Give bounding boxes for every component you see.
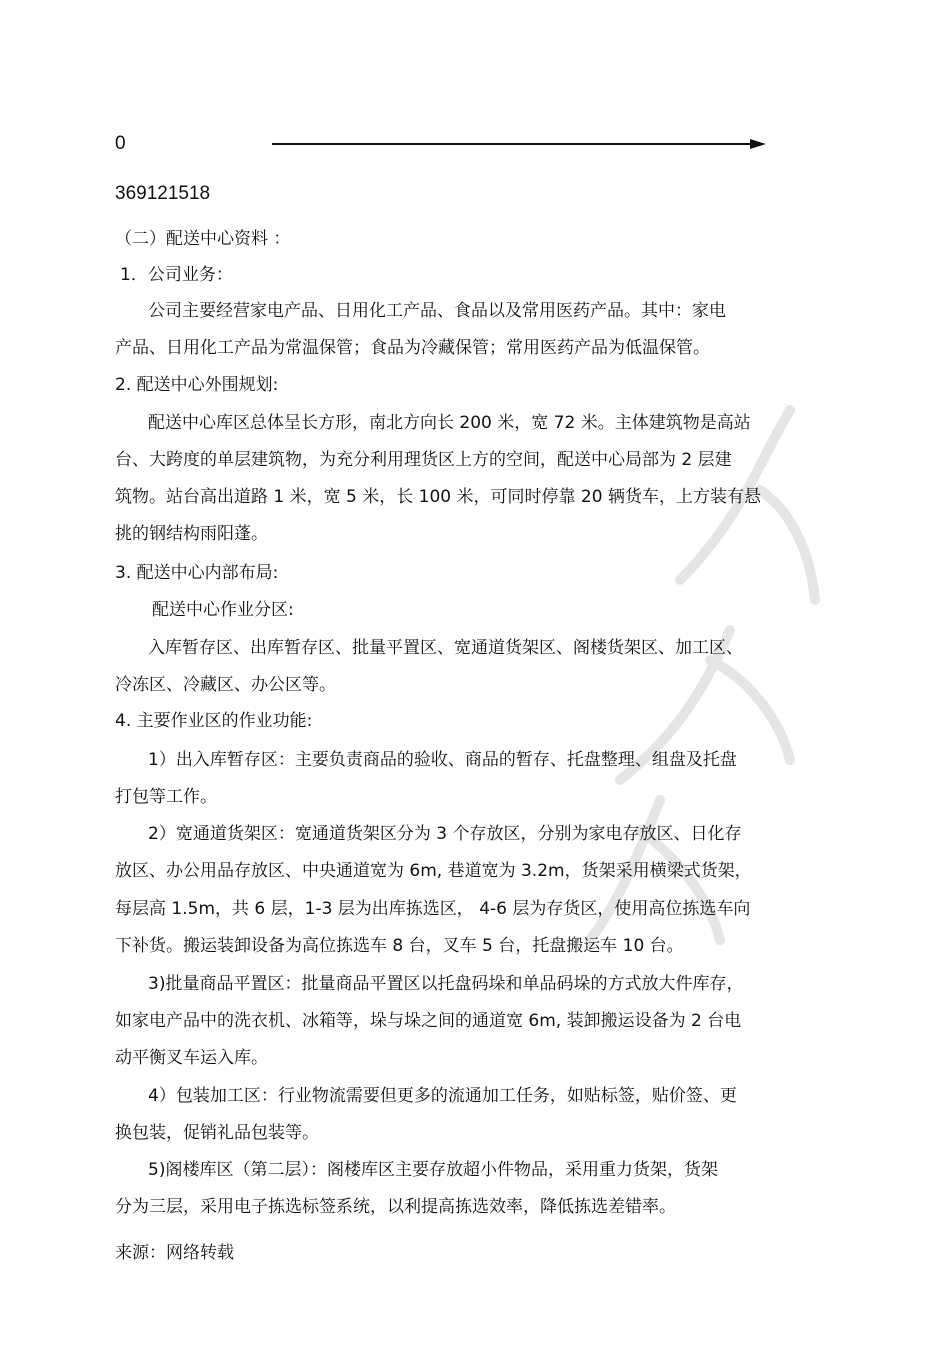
paragraph-line: 下补货。搬运装卸设备为高位拣选车 8 台，叉车 5 台，托盘搬运车 10 台。 bbox=[115, 936, 684, 956]
paragraph-line: 动平衡叉车运入库。 bbox=[115, 1048, 268, 1068]
subsection-heading: 1．公司业务： bbox=[120, 265, 233, 285]
paragraph-line: 入库暂存区、出库暂存区、批量平置区、宽通道货架区、阁楼货架区、加工区、 bbox=[148, 638, 743, 658]
paragraph-line: 换包装，促销礼品包装等。 bbox=[115, 1123, 319, 1143]
paragraph-line: 3)批量商品平置区：批量商品平置区以托盘码垛和单品码垛的方式放大件库存， bbox=[148, 974, 744, 994]
paragraph-line: 1）出入库暂存区：主要负责商品的验收、商品的暂存、托盘整理、组盘及托盘 bbox=[148, 750, 737, 770]
section-heading: （二）配送中心资料 ： bbox=[115, 229, 291, 249]
paragraph-line: 放区、办公用品存放区、中央通道宽为 6m, 巷道宽为 3.2m，货架采用横梁式货架， bbox=[115, 861, 752, 881]
paragraph-line: 冷冻区、冷藏区、办公区等。 bbox=[115, 675, 336, 695]
paragraph-line: 筑物。站台高出道路 1 米，宽 5 米，长 100 米，可同时停靠 20 辆货车，上方装有悬 bbox=[115, 487, 761, 507]
subsection-heading: 3. 配送中心内部布局: bbox=[115, 563, 279, 583]
paragraph-line: 配送中心作业分区: bbox=[152, 600, 294, 620]
paragraph-line: 2）宽通道货架区：宽通道货架区分为 3 个存放区，分别为家电存放区、日化存 bbox=[148, 824, 742, 844]
axis-tick-labels: 369121518 bbox=[115, 183, 211, 204]
paragraph-line: 4）包装加工区：行业物流需要但更多的流通加工任务，如贴标签，贴价签、更 bbox=[148, 1086, 737, 1106]
paragraph-line: 产品、日用化工产品为常温保管；食品为冷藏保管；常用医药产品为低温保管。 bbox=[115, 338, 710, 358]
paragraph-line: 配送中心库区总体呈长方形，南北方向长 200 米，宽 72 米。主体建筑物是高站 bbox=[148, 413, 751, 433]
paragraph-line: 5)阁楼库区（第二层）：阁楼库区主要存放超小件物品，采用重力货架，货架 bbox=[148, 1160, 718, 1180]
source-note: 来源：网络转载 bbox=[115, 1243, 234, 1263]
paragraph-line: 挑的钢结构雨阳蓬。 bbox=[115, 524, 268, 544]
subsection-heading: 2. 配送中心外围规划: bbox=[115, 375, 279, 395]
subsection-heading: 4. 主要作业区的作业功能: bbox=[115, 711, 313, 731]
paragraph-line: 分为三层，采用电子拣选标签系统，以利提高拣选效率，降低拣选差错率。 bbox=[115, 1197, 676, 1217]
axis-start-label: 0 bbox=[115, 133, 126, 154]
paragraph-line: 公司主要经营家电产品、日用化工产品、食品以及常用医药产品。其中：家电 bbox=[148, 301, 726, 321]
paragraph-line: 台、大跨度的单层建筑物，为充分利用理货区上方的空间，配送中心局部为 2 层建 bbox=[115, 450, 732, 470]
paragraph-line: 每层高 1.5m，共 6 层，1-3 层为出库拣选区， 4-6 层为存货区，使用高位拣选车向 bbox=[115, 899, 751, 919]
paragraph-line: 打包等工作。 bbox=[115, 787, 217, 807]
arrow-icon bbox=[272, 136, 768, 152]
paragraph-line: 如家电产品中的洗衣机、冰箱等，垛与垛之间的通道宽 6m, 装卸搬运设备为 2 台电 bbox=[115, 1011, 742, 1031]
